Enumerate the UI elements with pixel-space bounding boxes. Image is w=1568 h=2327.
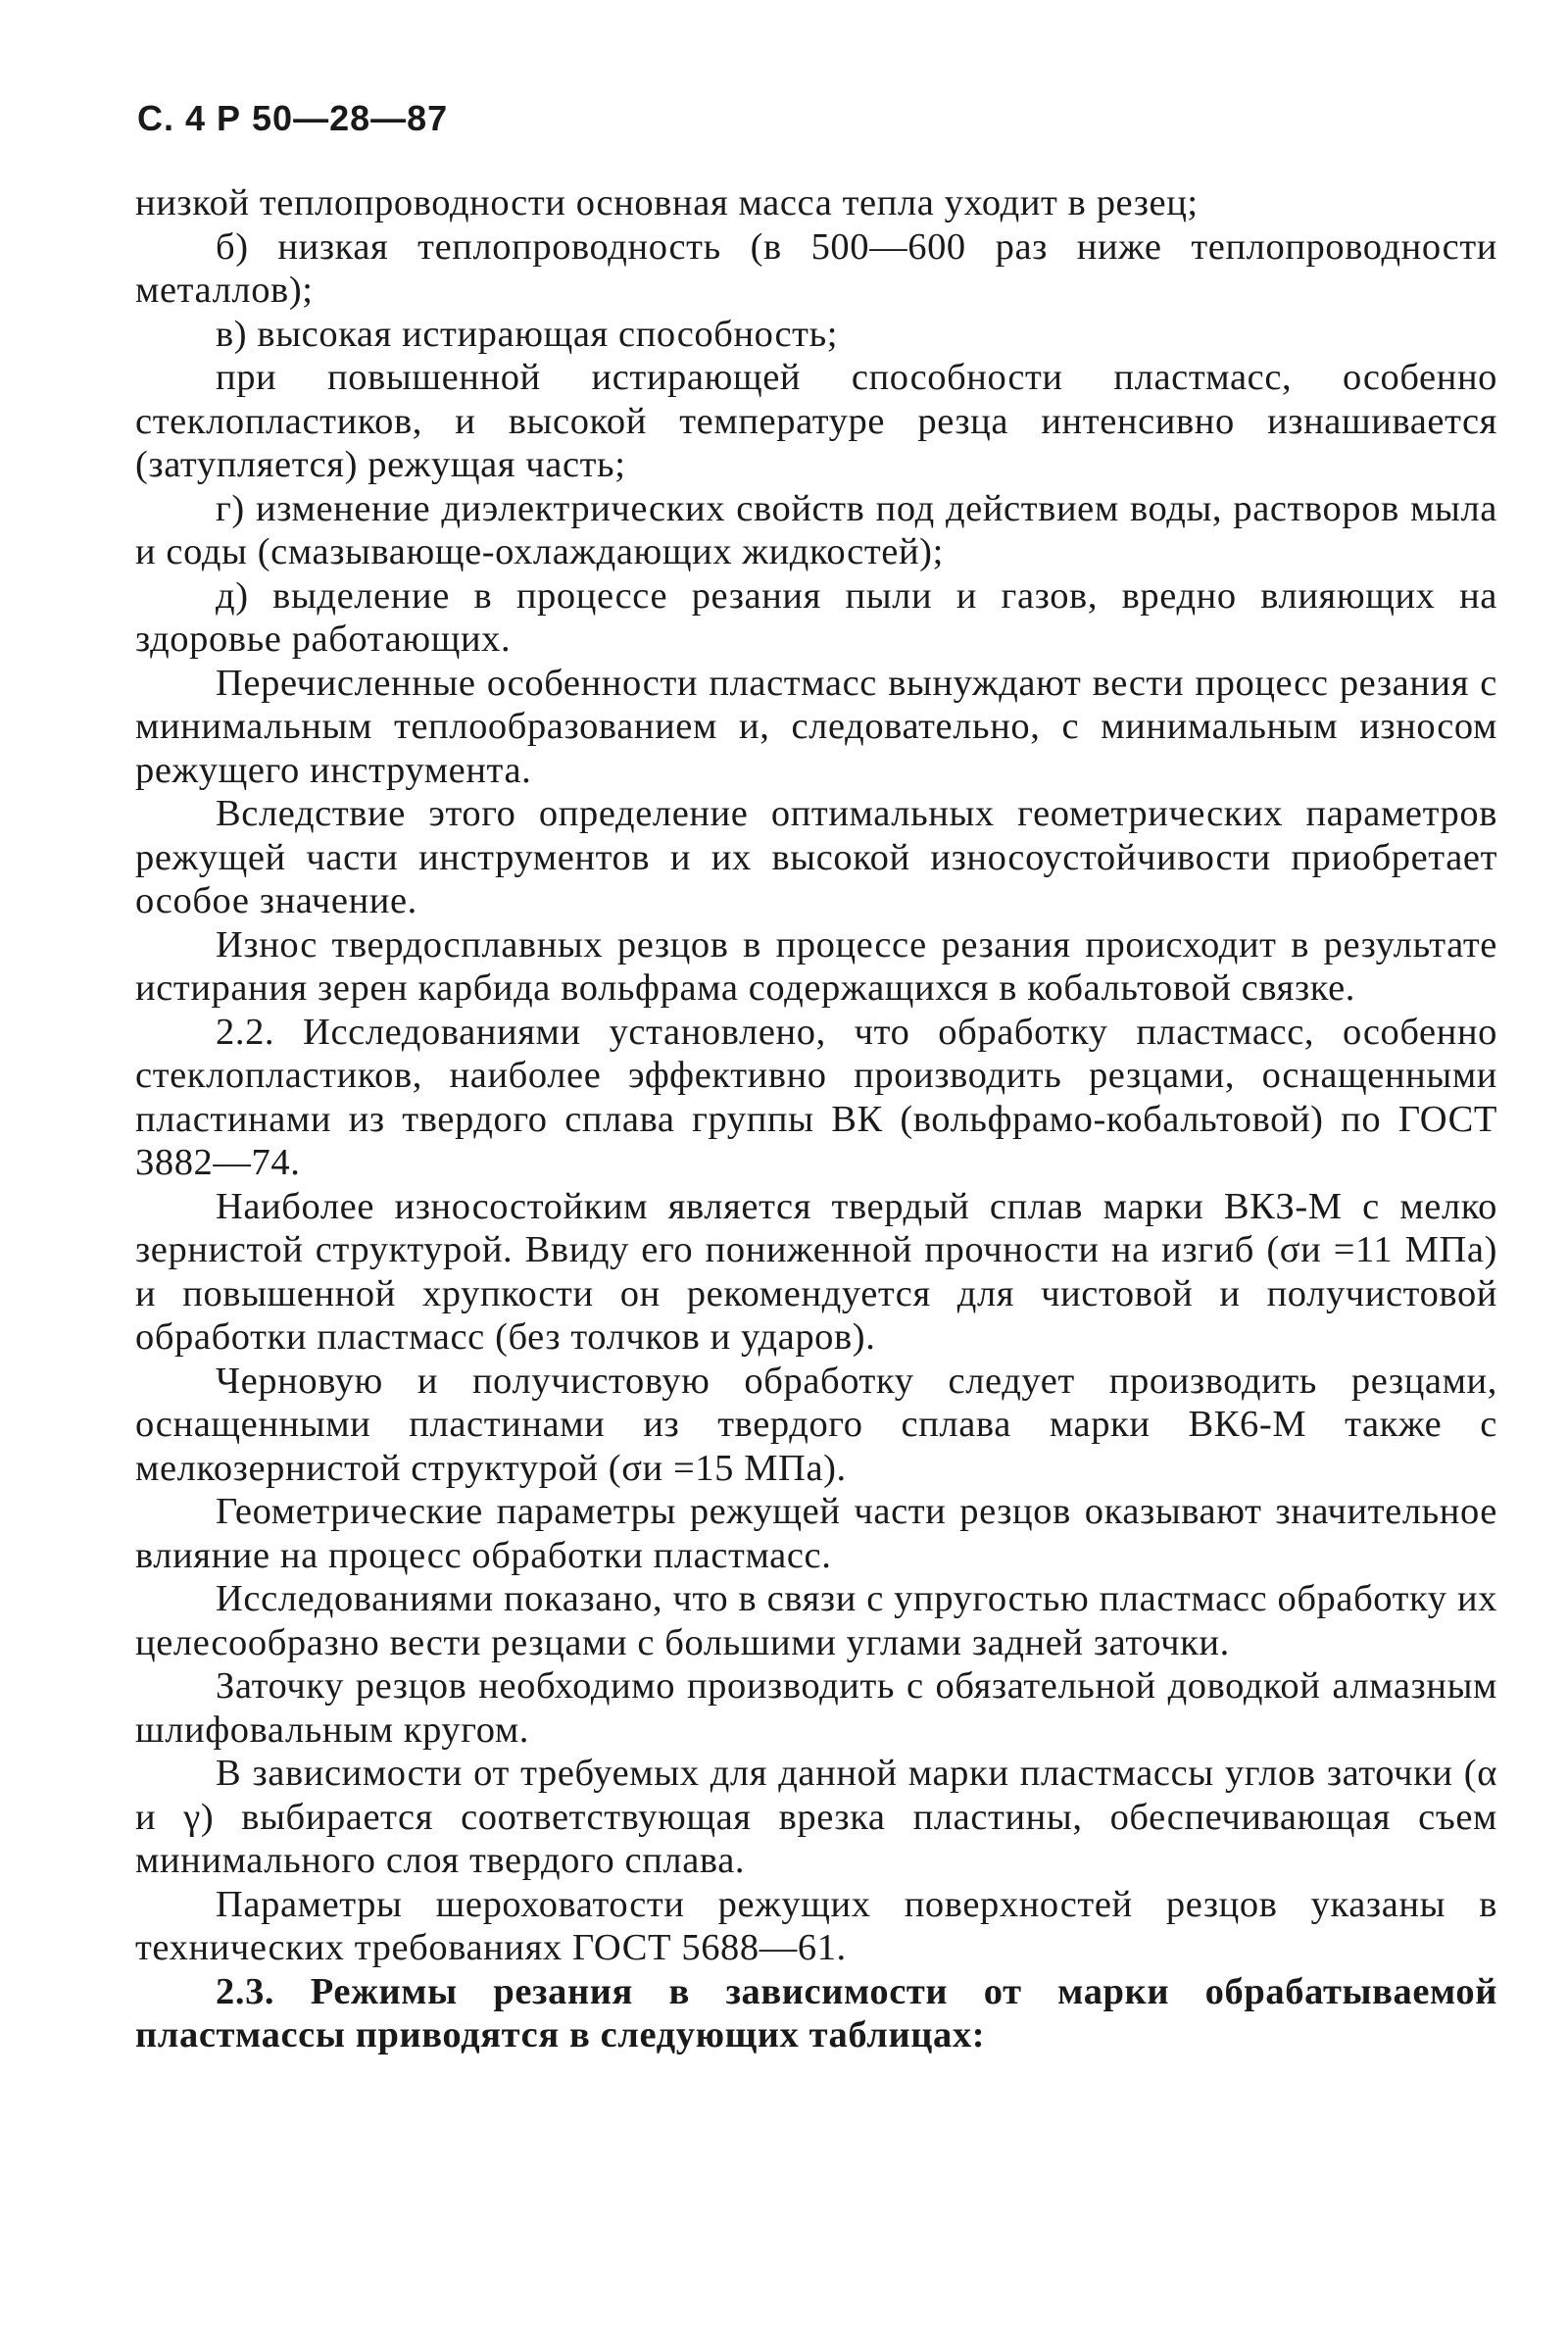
paragraph: Наиболее износостойким является твердый сплав марки ВКЗ-М с мелко зернистой структурой. Ввиду его пониженной прочности на изгиб (σи =11 МПа) и повышенной хрупкости он рекомендуется для чистовой и получистовой обработки пластмасс (без толчков и ударов). [135, 1185, 1497, 1358]
paragraph: В зависимости от требуемых для данной марки пластмассы углов заточки (α и γ) выбирается соответствующая врезка пластины, обеспечивающая съем минимального слоя твердого сплава. [135, 1753, 1497, 1881]
paragraph: 2.3. Режимы резания в зависимости от марки обрабатываемой пластмассы приводятся в следующих таблицах: [135, 1970, 1497, 2055]
paragraph: при повышенной истирающей способности пластмасс, особенно стеклопластиков, и высокой температуре резца интенсивно изнашивается (затупляется) режущая часть; [135, 357, 1497, 485]
paragraph: Геометрические параметры режущей части резцов оказывают значительное влияние на процесс обработки пластмасс. [135, 1491, 1497, 1576]
paragraph: 2.2. Исследованиями установлено, что обработку пластмасс, особенно стеклопластиков, наиболее эффективно производить резцами, оснащенными пластинами из твердого сплава группы ВК (вольфрамо-кобальтовой) по ГОСТ 3882—74. [135, 1011, 1497, 1183]
paragraph: низкой теплопроводности основная масса тепла уходит в резец; [135, 182, 1199, 223]
paragraph: Перечисленные особенности пластмасс вынуждают вести процесс резания с минимальным теплообразованием и, следовательно, с минимальным износом режущего инструмента. [135, 662, 1497, 791]
paragraph: б) низкая теплопроводность (в 500—600 раз ниже теплопроводности металлов); [135, 225, 1497, 311]
paragraph: Параметры шероховатости режущих поверхностей резцов указаны в технических требованиях ГОСТ 5688—61. [135, 1883, 1497, 1968]
paragraph: Черновую и получистовую обработку следует производить резцами, оснащенными пластинами из твердого сплава марки ВК6-М также с мелкозернистой структурой (σи =15 МПа). [135, 1360, 1497, 1489]
paragraph: в) высокая истирающая способность; [216, 313, 839, 355]
paragraph: г) изменение диэлектрических свойств под действием воды, растворов мыла и соды (смазывающе-охлаждающих жидкостей); [135, 487, 1497, 572]
paragraph: д) выделение в процессе резания пыли и газов, вредно влияющих на здоровье работающих. [135, 574, 1497, 660]
paragraph: Исследованиями показано, что в связи с упругостью пластмасс обработку их целесообразно вести резцами с большими углами задней заточки. [135, 1578, 1497, 1663]
paragraph: Износ твердосплавных резцов в процессе резания происходит в результате истирания зерен карбида вольфрама содержащихся в кобальтовой связке. [135, 923, 1497, 1009]
paragraph: Заточку резцов необходимо производить с обязательной доводкой алмазным шлифовальным кругом. [135, 1665, 1497, 1751]
page-header: С. 4 Р 50—28—87 [137, 98, 449, 138]
body-text [135, 181, 1497, 2057]
paragraph: Вследствие этого определение оптимальных геометрических параметров режущей части инструментов и их высокой износоустойчивости приобретает особое значение. [135, 793, 1497, 921]
